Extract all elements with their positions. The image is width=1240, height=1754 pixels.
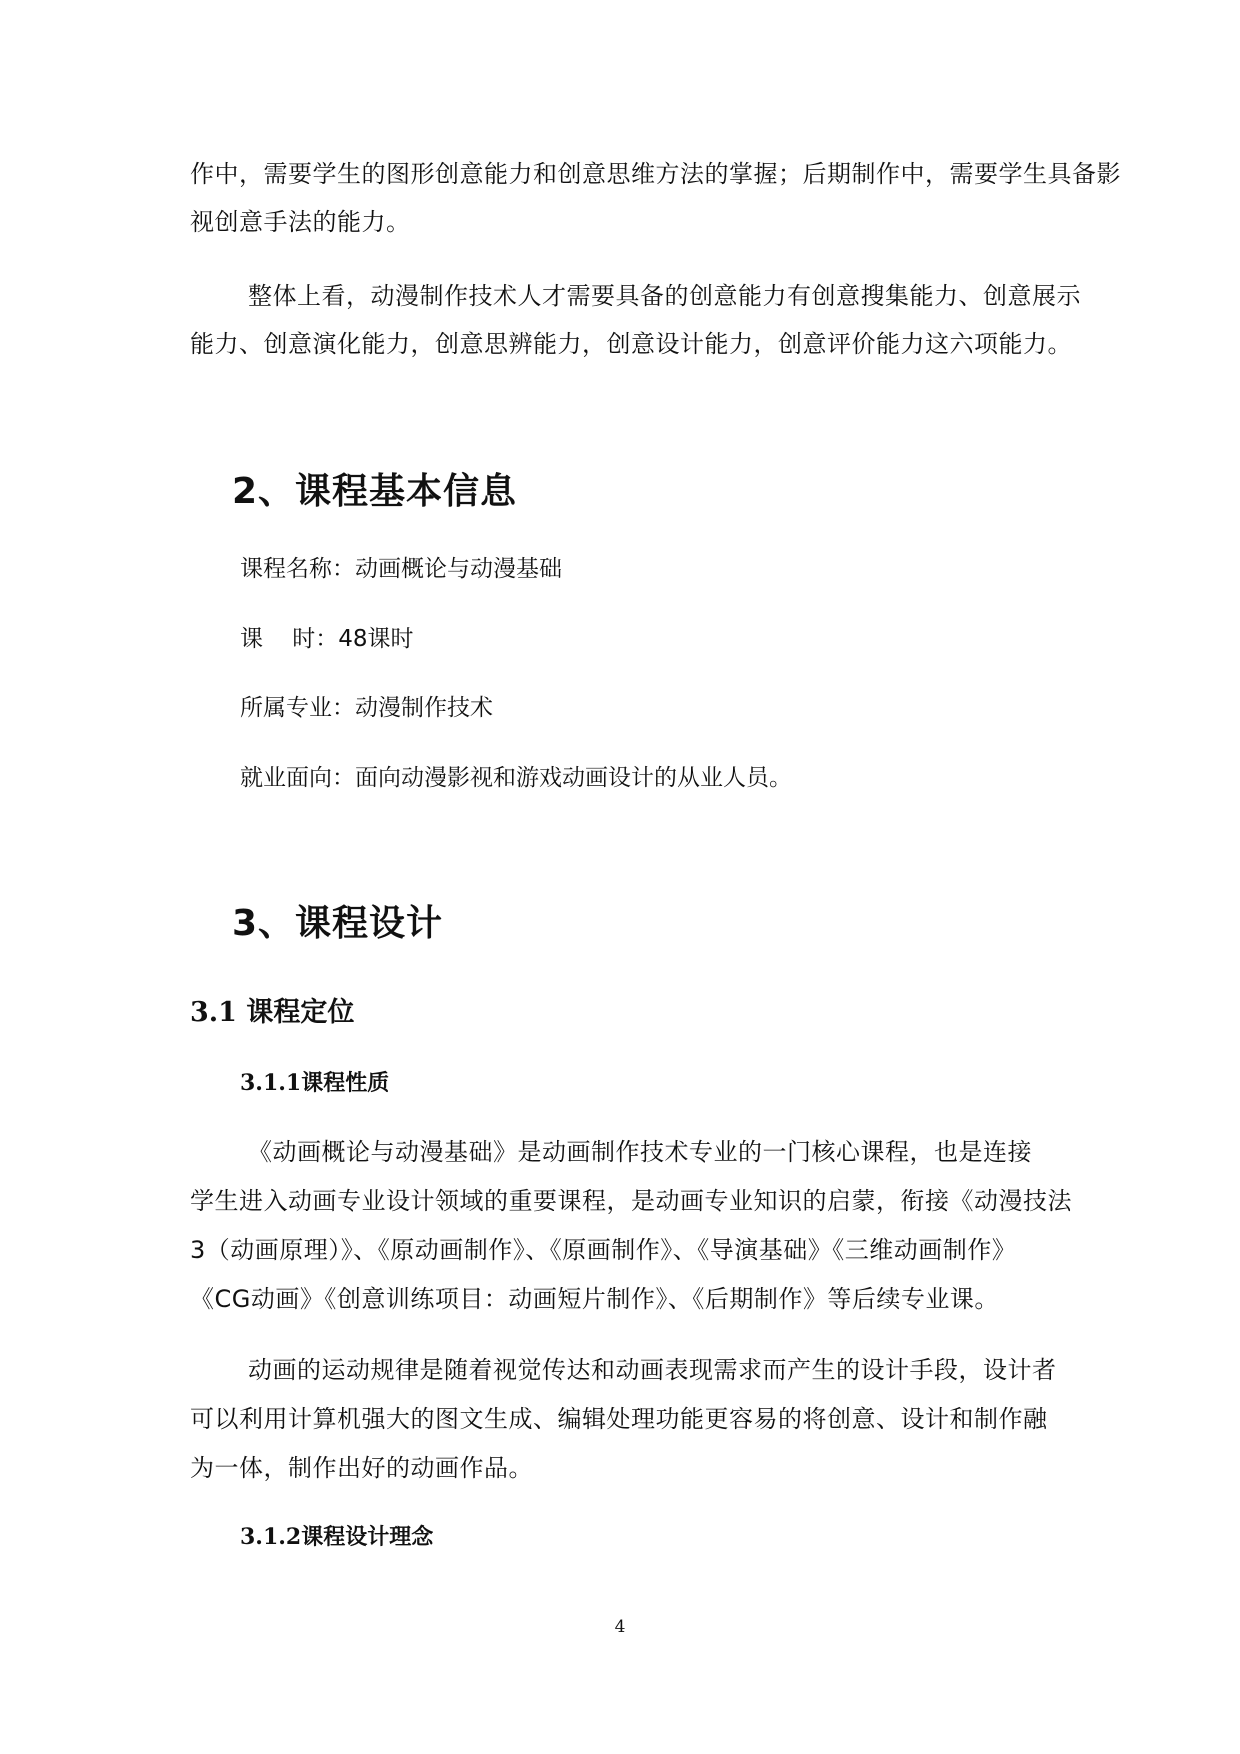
course-name-item: 课程名称：动画概论与动漫基础	[240, 556, 562, 582]
course-employment-item: 就业面向：面向动漫影视和游戏动画设计的从业人员。	[240, 765, 792, 791]
motion-para-line-2: 可以利用计算机强大的图文生成、编辑处理功能更容易的将创意、设计和制作融	[190, 1405, 1048, 1433]
motion-para-line-3: 为一体，制作出好的动画作品。	[190, 1454, 533, 1482]
section-2-heading: 2、课程基本信息	[232, 471, 518, 512]
page-number: 4	[614, 1617, 626, 1637]
section-3-1-1-heading: 3.1.1课程性质	[240, 1070, 390, 1096]
nature-para-line-3: 3（动画原理）》、《原动画制作》、《原画制作》、《导演基础》《三维动画制作》	[190, 1236, 1017, 1264]
intro-line-3: 整体上看，动漫制作技术人才需要具备的创意能力有创意搜集能力、创意展示	[248, 282, 1081, 310]
intro-line-1: 作中，需要学生的图形创意能力和创意思维方法的掌握；后期制作中，需要学生具备影	[190, 160, 1121, 188]
nature-para-line-1: 《动画概论与动漫基础》是动画制作技术专业的一门核心课程，也是连接	[248, 1138, 1032, 1166]
intro-line-2: 视创意手法的能力。	[190, 208, 411, 236]
intro-line-4: 能力、创意演化能力，创意思辨能力，创意设计能力，创意评价能力这六项能力。	[190, 330, 1072, 358]
course-hours-item: 课 时：48课时	[240, 626, 414, 652]
section-3-1-2-heading: 3.1.2课程设计理念	[240, 1524, 434, 1550]
section-3-heading: 3、课程设计	[232, 903, 444, 944]
section-3-1-heading: 3.1 课程定位	[190, 997, 355, 1028]
course-major-item: 所属专业：动漫制作技术	[240, 695, 493, 721]
nature-para-line-4: 《CG动画》《创意训练项目：动画短片制作》、《后期制作》等后续专业课。	[190, 1285, 999, 1313]
motion-para-line-1: 动画的运动规律是随着视觉传达和动画表现需求而产生的设计手段，设计者	[248, 1356, 1057, 1384]
nature-para-line-2: 学生进入动画专业设计领域的重要课程，是动画专业知识的启蒙，衔接《动漫技法	[190, 1187, 1072, 1215]
